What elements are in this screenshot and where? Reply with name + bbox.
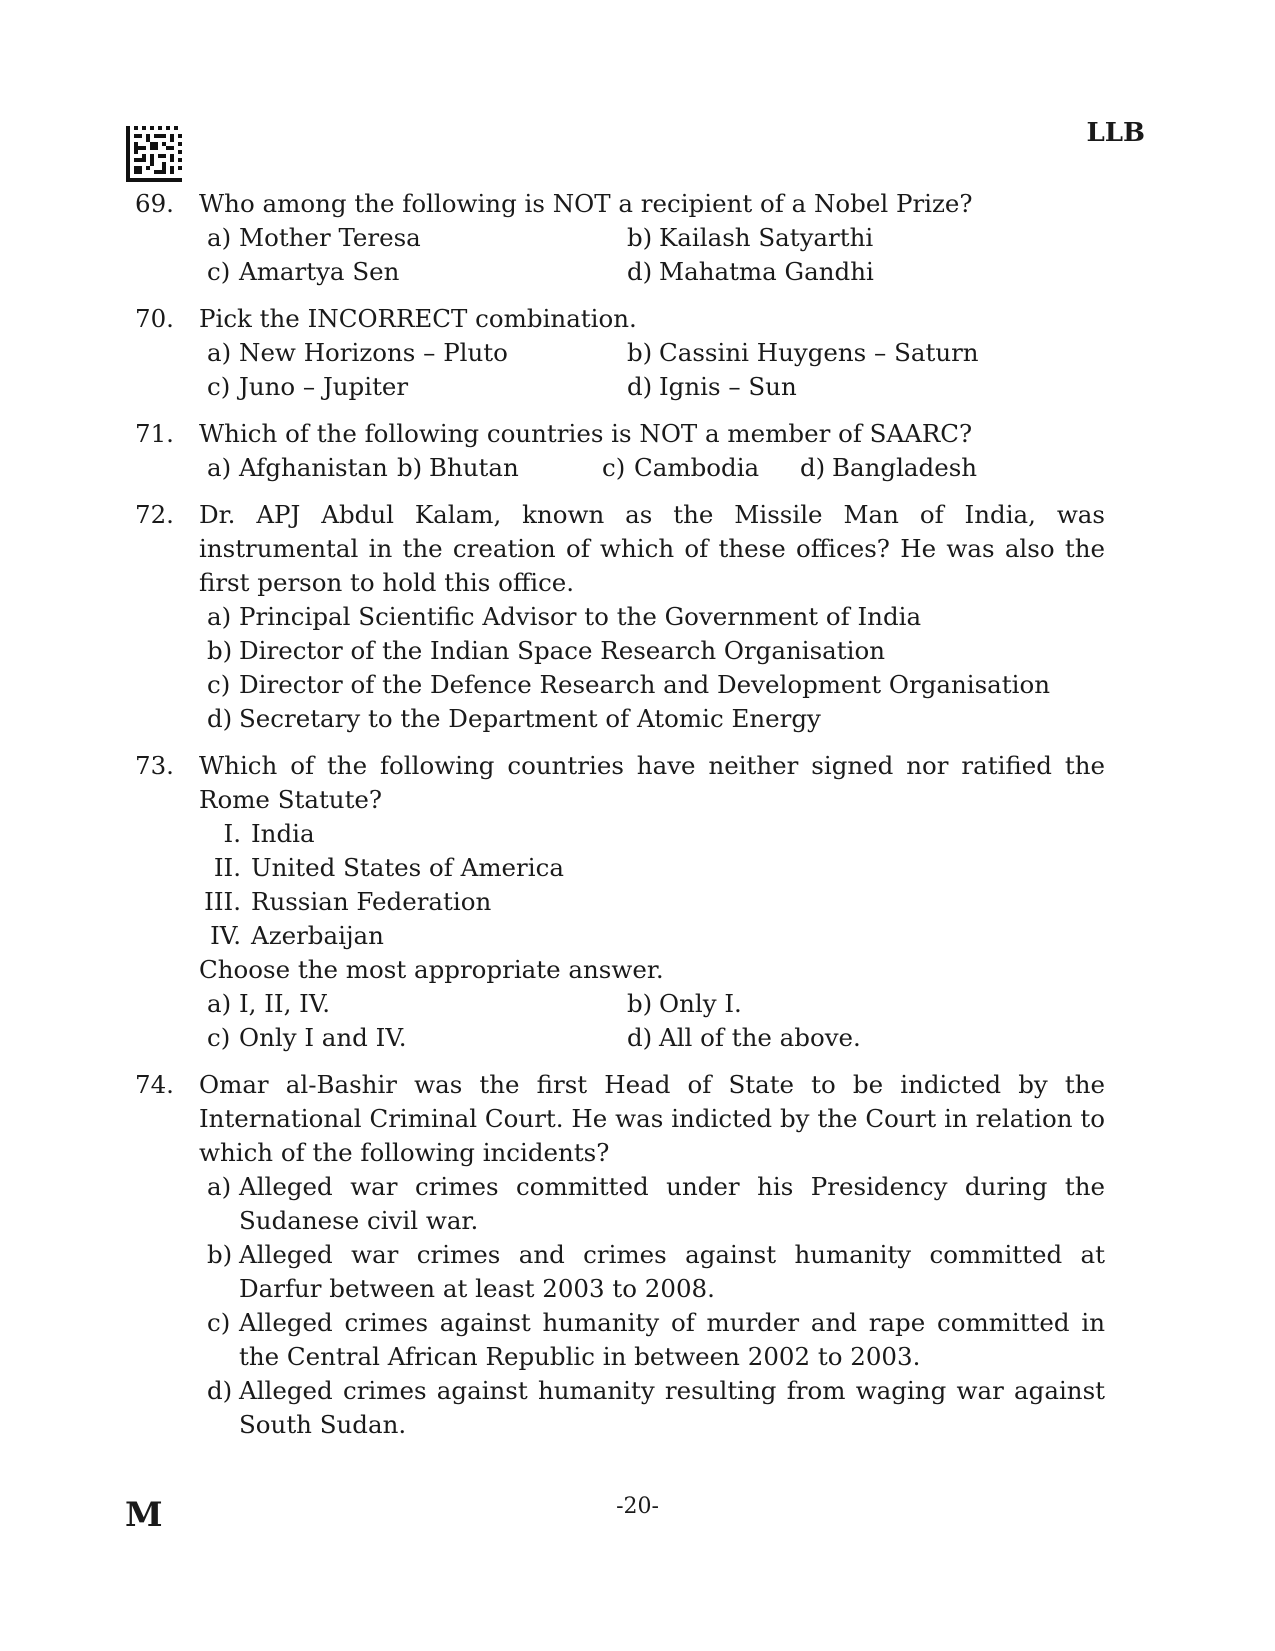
option-c[interactable]: c) Juno – Jupiter bbox=[207, 372, 409, 401]
question-70 bbox=[135, 302, 1105, 404]
question-74 bbox=[135, 1068, 1105, 1442]
question-number: 71. bbox=[135, 419, 174, 448]
option-d[interactable]: d) Secretary to the Department of Atomic Energy bbox=[207, 704, 821, 733]
option-c[interactable]: c) Cambodia bbox=[602, 453, 760, 482]
instruction-text: Choose the most appropriate answer. bbox=[199, 955, 664, 984]
option-c[interactable]: c) Amartya Sen bbox=[207, 257, 400, 286]
question-73 bbox=[135, 749, 1105, 1055]
qr-code bbox=[126, 126, 182, 182]
option-b[interactable]: b) Alleged war crimes and crimes against humanity committed at Darfur between at least 2003 to 2008. bbox=[207, 1240, 1105, 1303]
option-c[interactable]: c) Only I and IV. bbox=[207, 1023, 407, 1052]
question-number: 69. bbox=[135, 189, 174, 218]
question-69 bbox=[135, 187, 1105, 289]
question-text: Who among the following is NOT a recipient of a Nobel Prize? bbox=[199, 189, 973, 218]
question-number: 70. bbox=[135, 304, 174, 333]
option-b[interactable]: b) Bhutan bbox=[397, 453, 519, 482]
option-a[interactable]: a) I, II, IV. bbox=[207, 989, 331, 1018]
option-b[interactable]: b) Director of the Indian Space Research Organisation bbox=[207, 636, 885, 665]
option-a[interactable]: a) New Horizons – Pluto bbox=[207, 338, 508, 367]
question-number: 74. bbox=[135, 1070, 174, 1099]
option-d[interactable]: d) Ignis – Sun bbox=[627, 372, 797, 401]
question-number: 73. bbox=[135, 751, 174, 780]
option-a[interactable]: a) Alleged war crimes committed under his Presidency during the Sudanese civil war. bbox=[207, 1172, 1105, 1235]
option-d[interactable]: d) Bangladesh bbox=[800, 453, 978, 482]
option-c[interactable]: c) Alleged crimes against humanity of murder and rape committed in the Central African Republic in between 2002 to 2003. bbox=[207, 1308, 1105, 1371]
page-number: -20- bbox=[616, 1494, 659, 1519]
list-item: III. Russian Federation bbox=[204, 887, 492, 916]
question-text: Which of the following countries is NOT a member of SAARC? bbox=[199, 419, 973, 448]
question-text: Omar al-Bashir was the first Head of State to be indicted by the International Criminal Court. He was indicted by the Court in relation to which of the following incidents? bbox=[199, 1070, 1105, 1167]
roman-list bbox=[195, 817, 1105, 953]
question-text: Which of the following countries have neither signed nor ratified the Rome Statute? bbox=[199, 751, 1105, 814]
question-number: 72. bbox=[135, 500, 174, 529]
option-a[interactable]: a) Principal Scientific Advisor to the Government of India bbox=[207, 602, 922, 631]
list-item: II. United States of America bbox=[213, 853, 564, 882]
paper-code: LLB bbox=[1086, 118, 1145, 148]
question-text: Dr. APJ Abdul Kalam, known as the Missile Man of India, was instrumental in the creation of which of these offices? He was also the first person to hold this office. bbox=[199, 500, 1105, 597]
list-item: I. India bbox=[223, 819, 315, 848]
option-b[interactable]: b) Kailash Satyarthi bbox=[627, 223, 874, 252]
option-b[interactable]: b) Only I. bbox=[627, 989, 742, 1018]
option-a[interactable]: a) Mother Teresa bbox=[207, 223, 421, 252]
question-list bbox=[135, 187, 1105, 1455]
option-d[interactable]: d) Alleged crimes against humanity resulting from waging war against South Sudan. bbox=[207, 1376, 1105, 1439]
series-code: M bbox=[125, 1495, 163, 1535]
question-text: Pick the INCORRECT combination. bbox=[199, 304, 637, 333]
option-a[interactable]: a) Afghanistan bbox=[207, 453, 388, 482]
option-d[interactable]: d) All of the above. bbox=[627, 1023, 861, 1052]
list-item: IV. Azerbaijan bbox=[210, 921, 384, 950]
option-d[interactable]: d) Mahatma Gandhi bbox=[627, 257, 874, 286]
option-b[interactable]: b) Cassini Huygens – Saturn bbox=[627, 338, 979, 367]
question-71 bbox=[135, 417, 1105, 485]
option-c[interactable]: c) Director of the Defence Research and Development Organisation bbox=[207, 670, 1050, 699]
question-72 bbox=[135, 498, 1105, 736]
